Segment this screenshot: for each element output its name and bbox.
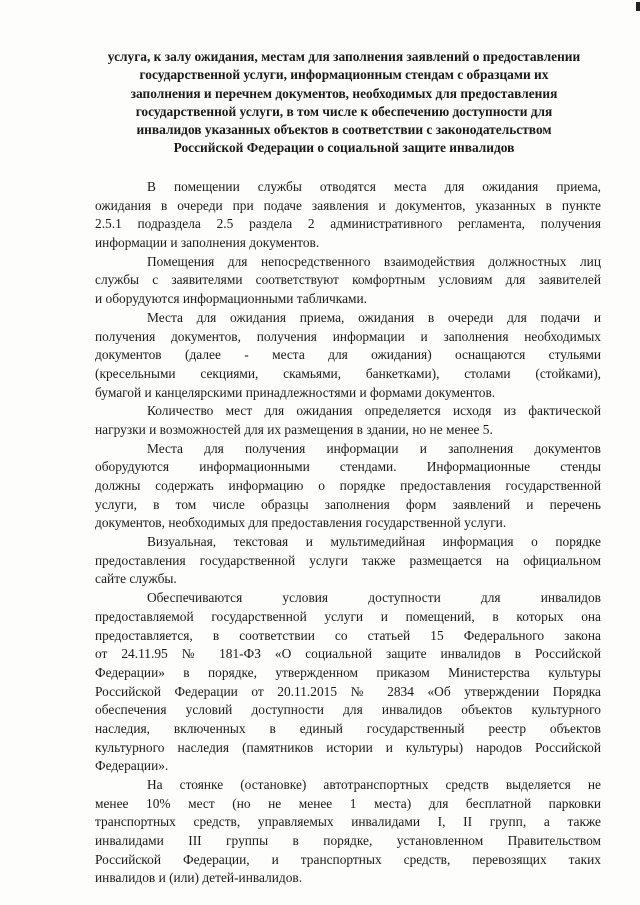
document-body	[95, 178, 601, 888]
text-line: Количество мест для ожидания определяется исходя из фактической	[147, 403, 601, 419]
text-line: В помещении службы отводятся места для ожидания приема,	[147, 179, 601, 194]
text-line: Российской Федерации, и транспортных средств, перевозящих таких	[95, 851, 601, 867]
text-line: транспортных средств, управляемых инвалидами I, II групп, а также	[95, 814, 601, 830]
paragraph-parking	[95, 776, 601, 888]
text-line: инвалидами III группы в порядке, установленном Правительством	[95, 833, 601, 849]
paragraph-accessibility	[95, 589, 601, 776]
text-line: Федерации».	[95, 758, 169, 774]
page-corner-mark	[636, 2, 640, 11]
text-line: Помещения для непосредственного взаимодействия должностных лиц	[147, 253, 601, 269]
heading-line: Российской Федерации о социальной защите инвалидов	[173, 140, 515, 156]
paragraph-interaction-rooms	[95, 253, 601, 309]
paragraph-waiting-areas	[95, 178, 601, 253]
text-line: сайте службы.	[95, 571, 177, 587]
paragraph-waiting-equipment	[95, 309, 601, 402]
text-line: Федерации» в порядке, утвержденном приказом Министерства культуры	[95, 664, 601, 680]
text-line: бумагой и канцелярскими принадлежностями и формами документов.	[95, 384, 496, 400]
section-heading	[80, 48, 608, 158]
text-line: инвалидов и (или) детей-инвалидов.	[95, 870, 303, 886]
text-line: предоставляется, в соответствии со статьей 15 Федерального закона	[95, 627, 601, 643]
text-line: и оборудуются информационными табличками.	[95, 291, 368, 307]
text-line: обеспечения условий доступности для инвалидов объектов культурного	[95, 702, 601, 718]
text-line: информации и заполнения документов.	[95, 235, 320, 251]
text-line: должны содержать информацию о порядке предоставления государственной	[95, 478, 601, 493]
text-line: получения документов, получения информации и заполнения необходимых	[95, 328, 601, 344]
text-line: Места для получения информации и заполнения документов	[147, 440, 601, 456]
text-line: службы с заявителями соответствуют комфортным условиям для заявителей	[95, 272, 601, 288]
text-line: наследия, включенных в единый государственный реестр объектов	[95, 720, 601, 736]
paragraph-seat-count	[95, 402, 601, 439]
text-line: Места для ожидания приема, ожидания в очереди для подачи и	[147, 309, 601, 325]
text-line: предоставления государственной услуги также размещается на официальном	[95, 552, 601, 568]
text-line: Российской Федерации от 20.11.2015 № 2834 «Об утверждении Порядка	[95, 683, 601, 699]
text-line: услуги, в том числе образцы заполнения форм заявлений и перечень	[95, 496, 601, 512]
paragraph-info-stands	[95, 440, 601, 533]
text-line: На стоянке (остановке) автотранспортных средств выделяется не	[147, 777, 601, 792]
heading-line: государственной услуги, информационным стендам с образцами их	[139, 67, 549, 83]
heading-line: заполнения и перечнем документов, необходимых для предоставления	[130, 85, 558, 101]
paragraph-multimedia-info	[95, 533, 601, 589]
text-line: документов (далее - места для ожидания) оснащаются стульями	[95, 347, 601, 363]
text-line: документов, необходимых для предоставления государственной услуги.	[95, 515, 507, 531]
text-line: оборудуются информационными стендами. Информационные стенды	[95, 459, 601, 475]
text-line: (кресельными секциями, скамьями, банкетками), столами (стойками),	[95, 365, 601, 381]
text-line: от 24.11.95 № 181-ФЗ «О социальной защите инвалидов в Российской	[95, 646, 601, 662]
text-line: Обеспечиваются условия доступности для инвалидов	[147, 590, 601, 606]
text-line: менее 10% мест (но не менее 1 места) для бесплатной парковки	[95, 795, 601, 811]
heading-line: услуга, к залу ожидания, местам для заполнения заявлений о предоставлении	[107, 49, 581, 64]
text-line: ожидания в очереди при подаче заявления и документов, указанных в пункте	[95, 197, 601, 213]
text-line: Визуальная, текстовая и мультимедийная информация о порядке	[147, 534, 601, 550]
text-line: предоставляемой государственной услуги и помещений, в которых она	[95, 608, 601, 624]
heading-line: государственной услуги, в том числе к обеспечению доступности для	[135, 103, 553, 119]
text-line: культурного наследия (памятников истории и культуры) народов Российской	[95, 739, 601, 755]
text-line: нагрузки и возможностей для их размещения в здании, но не менее 5.	[95, 421, 493, 437]
text-line: 2.5.1 подраздела 2.5 раздела 2 административного регламента, получения	[95, 216, 601, 232]
heading-line: инвалидов указанных объектов в соответствии с законодательством	[136, 122, 552, 138]
